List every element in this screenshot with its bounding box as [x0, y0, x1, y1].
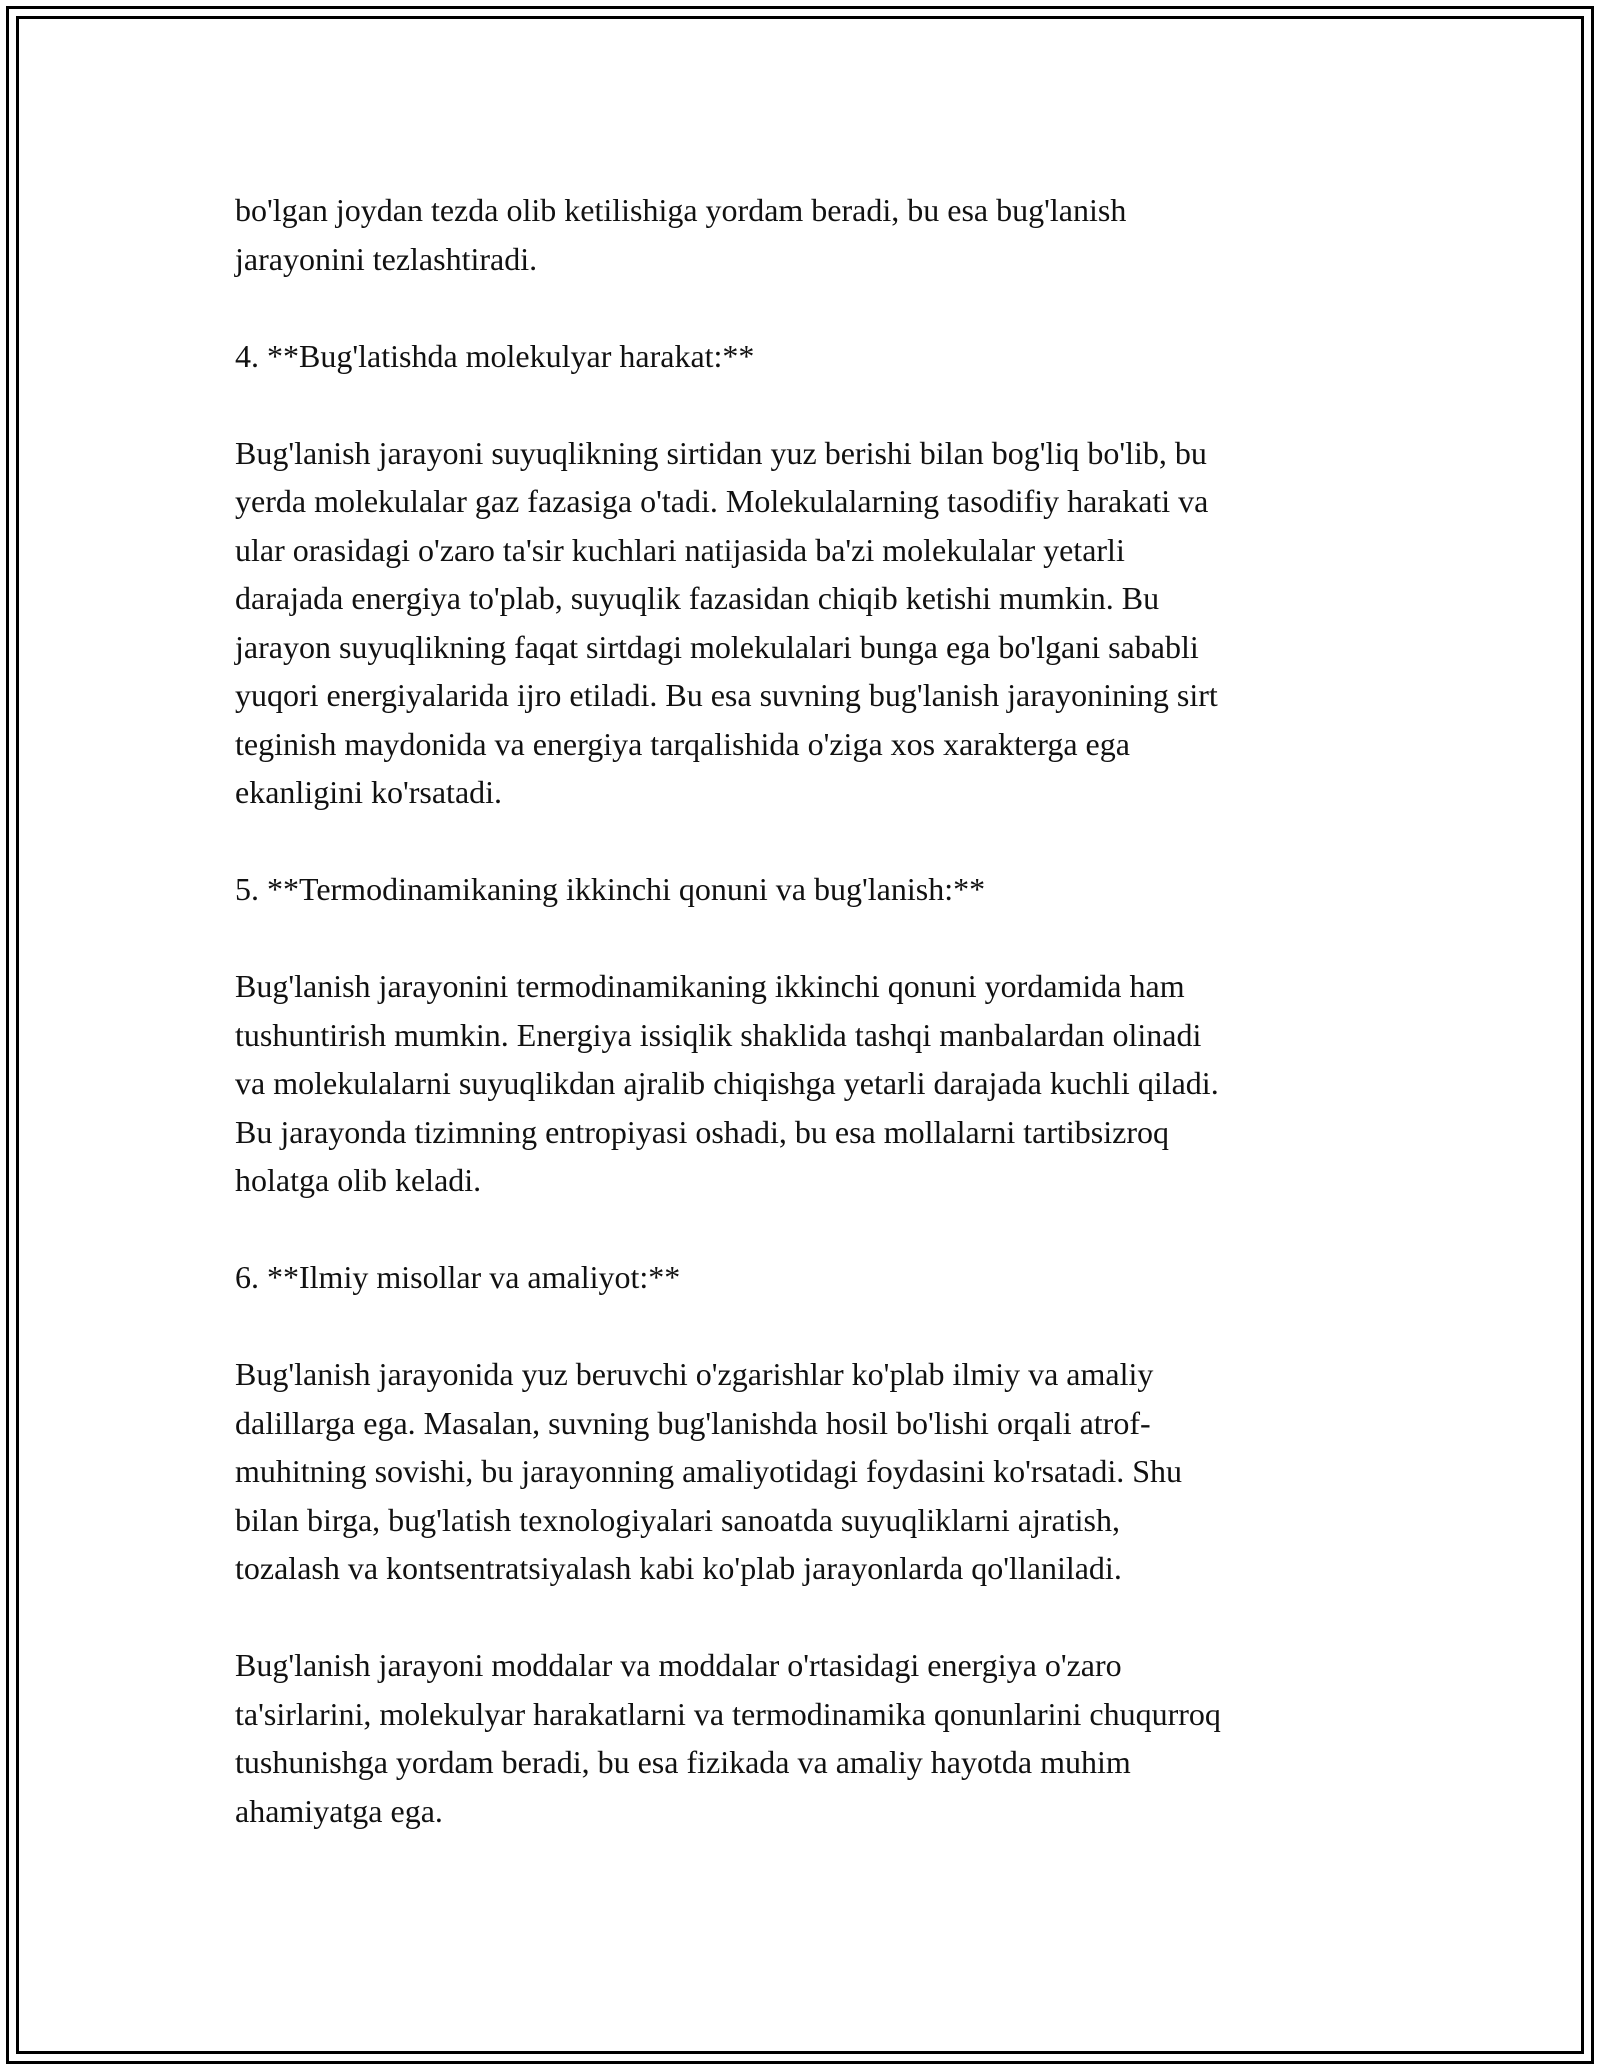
paragraph-continuation: bo'lgan joydan tezda olib ketilishiga yordam beradi, bu esa bug'lanish jarayonini tezlashtiradi. — [235, 192, 1127, 277]
section-heading-6: 6. **Ilmiy misollar va amaliyot:** — [235, 1259, 681, 1295]
document-body — [235, 186, 1375, 1835]
paragraph-molecular-motion: Bug'lanish jarayoni suyuqlikning sirtidan yuz berishi bilan bog'liq bo'lib, bu yerda molekulalar gaz fazasiga o'tadi. Molekulalarning tasodifiy harakati va ular orasidagi o'zaro ta'sir kuchlari natijasida ba'zi molekulalar yetarli darajada energiya to'plab, suyuqlik fazasidan chiqib ketishi mumkin. Bu jarayon suyuqlikning faqat sirtdagi molekulalari bunga ega bo'lgani sababli yuqori energiyalarida ijro etiladi. Bu esa suvning bug'lanish jarayonining sirt teginish maydonida va energiya tarqalishida o'ziga xos xarakterga ega ekanligini ko'rsatadi. — [235, 434, 1218, 810]
paragraph-conclusion: Bug'lanish jarayoni moddalar va moddalar o'rtasidagi energiya o'zaro ta'sirlarini, molekulyar harakatlarni va termodinamika qonunlarini chuqurroq tushunishga yordam beradi, bu esa fizikada va amaliy hayotda muhim ahamiyatga ega. — [235, 1647, 1221, 1829]
section-heading-5: 5. **Termodinamikaning ikkinchi qonuni va bug'lanish:** — [235, 871, 986, 907]
paragraph-examples: Bug'lanish jarayonida yuz beruvchi o'zgarishlar ko'plab ilmiy va amaliy dalillarga ega. Masalan, suvning bug'lanishda hosil bo'lishi orqali atrof- muhitning sovishi, bu jarayonning amaliyotidagi foydasini ko'rsatadi. Shu bilan birga, bug'latish texnologiyalari sanoatda suyuqliklarni ajratish, tozalash va kontsentratsiyalash kabi ko'plab jarayonlarda qo'llaniladi. — [235, 1356, 1182, 1586]
section-heading-4: 4. **Bug'latishda molekulyar harakat:** — [235, 337, 755, 374]
paragraph-thermodynamics: Bug'lanish jarayonini termodinamikaning ikkinchi qonuni yordamida ham tushuntirish mumkin. Energiya issiqlik shaklida tashqi manbalardan olinadi va molekulalarni suyuqlikdan ajralib chiqishga yetarli darajada kuchli qiladi. Bu jarayonda tizimning entropiyasi oshadi, bu esa mollalarni tartibsizroq holatga olib keladi. — [235, 968, 1219, 1198]
